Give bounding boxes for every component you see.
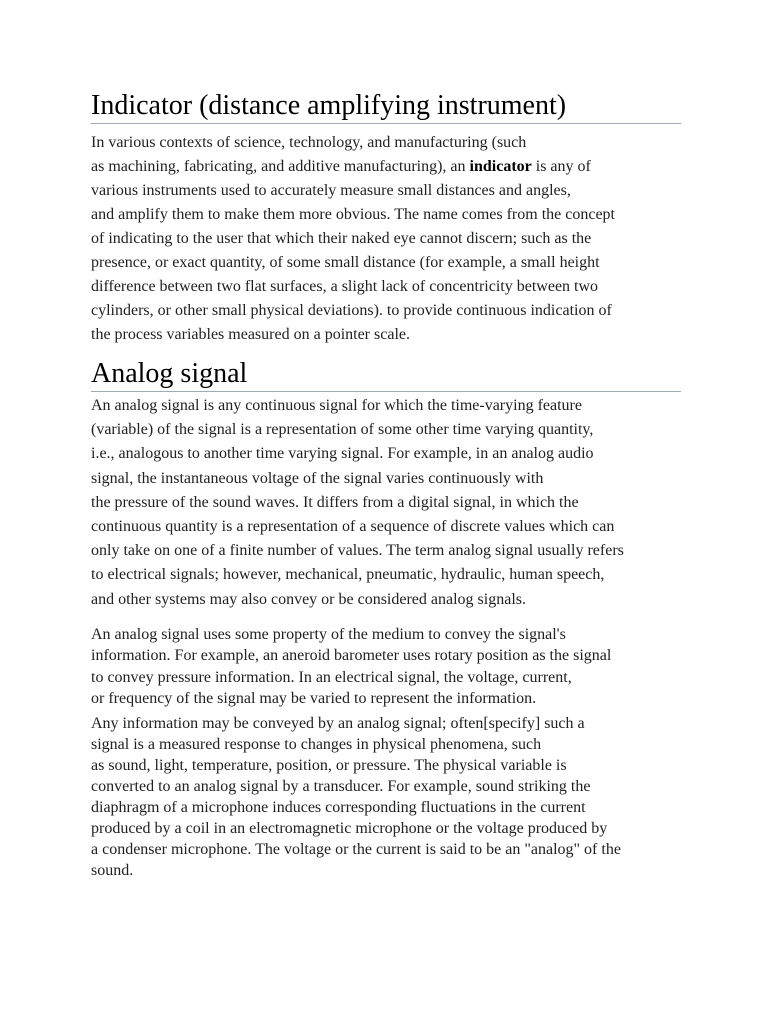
text-line: converted to an analog signal by a transducer. For example, sound striking the: [91, 778, 591, 795]
text-line: a condenser microphone. The voltage or the current is said to be an "analog" of the: [91, 841, 621, 858]
text-line: produced by a coil in an electromagnetic microphone or the voltage produced by: [91, 820, 608, 837]
text-line: and other systems may also convey or be considered analog signals.: [91, 590, 526, 608]
text-line: to convey pressure information. In an electrical signal, the voltage, current,: [91, 668, 572, 686]
text-segment: is any of: [531, 158, 591, 175]
text-line: information. For example, an aneroid barometer uses rotary position as the signal: [91, 647, 612, 665]
text-line: continuous quantity is a representation of a sequence of discrete values which can: [91, 518, 615, 536]
text-line: diaphragm of a microphone induces corresponding fluctuations in the current: [91, 799, 586, 816]
text-line: [91, 155, 691, 179]
text-line: cylinders, or other small physical deviations). to provide continuous indication of: [91, 302, 612, 319]
text-line: In various contexts of science, technology, and manufacturing (such: [91, 134, 527, 151]
text-line: signal, the instantaneous voltage of the signal varies continuously with: [91, 469, 544, 487]
text-line: as sound, light, temperature, position, or pressure. The physical variable is: [91, 757, 567, 774]
text-line: of indicating to the user that which their naked eye cannot discern; such as the: [91, 230, 592, 247]
text-line: the process variables measured on a pointer scale.: [91, 326, 410, 343]
text-line: various instruments used to accurately measure small distances and angles,: [91, 182, 571, 199]
text-line: Any information may be conveyed by an analog signal; often[specify] such a: [91, 715, 585, 732]
text-line: and amplify them to make them more obvious. The name comes from the concept: [91, 206, 615, 223]
bold-term-indicator: indicator: [469, 158, 532, 175]
section-heading-analog-signal: Analog signal: [91, 358, 681, 392]
text-line: only take on one of a finite number of values. The term analog signal usually refers: [91, 542, 624, 560]
text-line: signal is a measured response to changes in physical phenomena, such: [91, 736, 542, 753]
text-line: An analog signal is any continuous signal for which the time-varying feature: [91, 397, 582, 414]
text-line: (variable) of the signal is a representation of some other time varying quantity,: [91, 421, 594, 439]
text-line: the pressure of the sound waves. It differs from a digital signal, in which the: [91, 493, 579, 511]
paragraph-analog-medium: [91, 624, 691, 710]
text-line: difference between two flat surfaces, a slight lack of concentricity between two: [91, 278, 599, 295]
text-line: sound.: [91, 862, 134, 879]
text-line: or frequency of the signal may be varied to represent the information.: [91, 690, 537, 708]
section-heading-indicator: Indicator (distance amplifying instrument): [91, 90, 681, 124]
text-segment: as machining, fabricating, and additive manufacturing), an: [91, 158, 470, 175]
text-line: presence, or exact quantity, of some small distance (for example, a small height: [91, 254, 600, 271]
text-line: i.e., analogous to another time varying signal. For example, in an analog audio: [91, 445, 594, 463]
paragraph-indicator: [91, 131, 691, 347]
text-line: to electrical signals; however, mechanical, pneumatic, hydraulic, human speech,: [91, 566, 605, 584]
paragraph-analog-information: [91, 713, 691, 881]
text-line: An analog signal uses some property of the medium to convey the signal's: [91, 626, 566, 643]
paragraph-analog-definition: [91, 394, 691, 612]
